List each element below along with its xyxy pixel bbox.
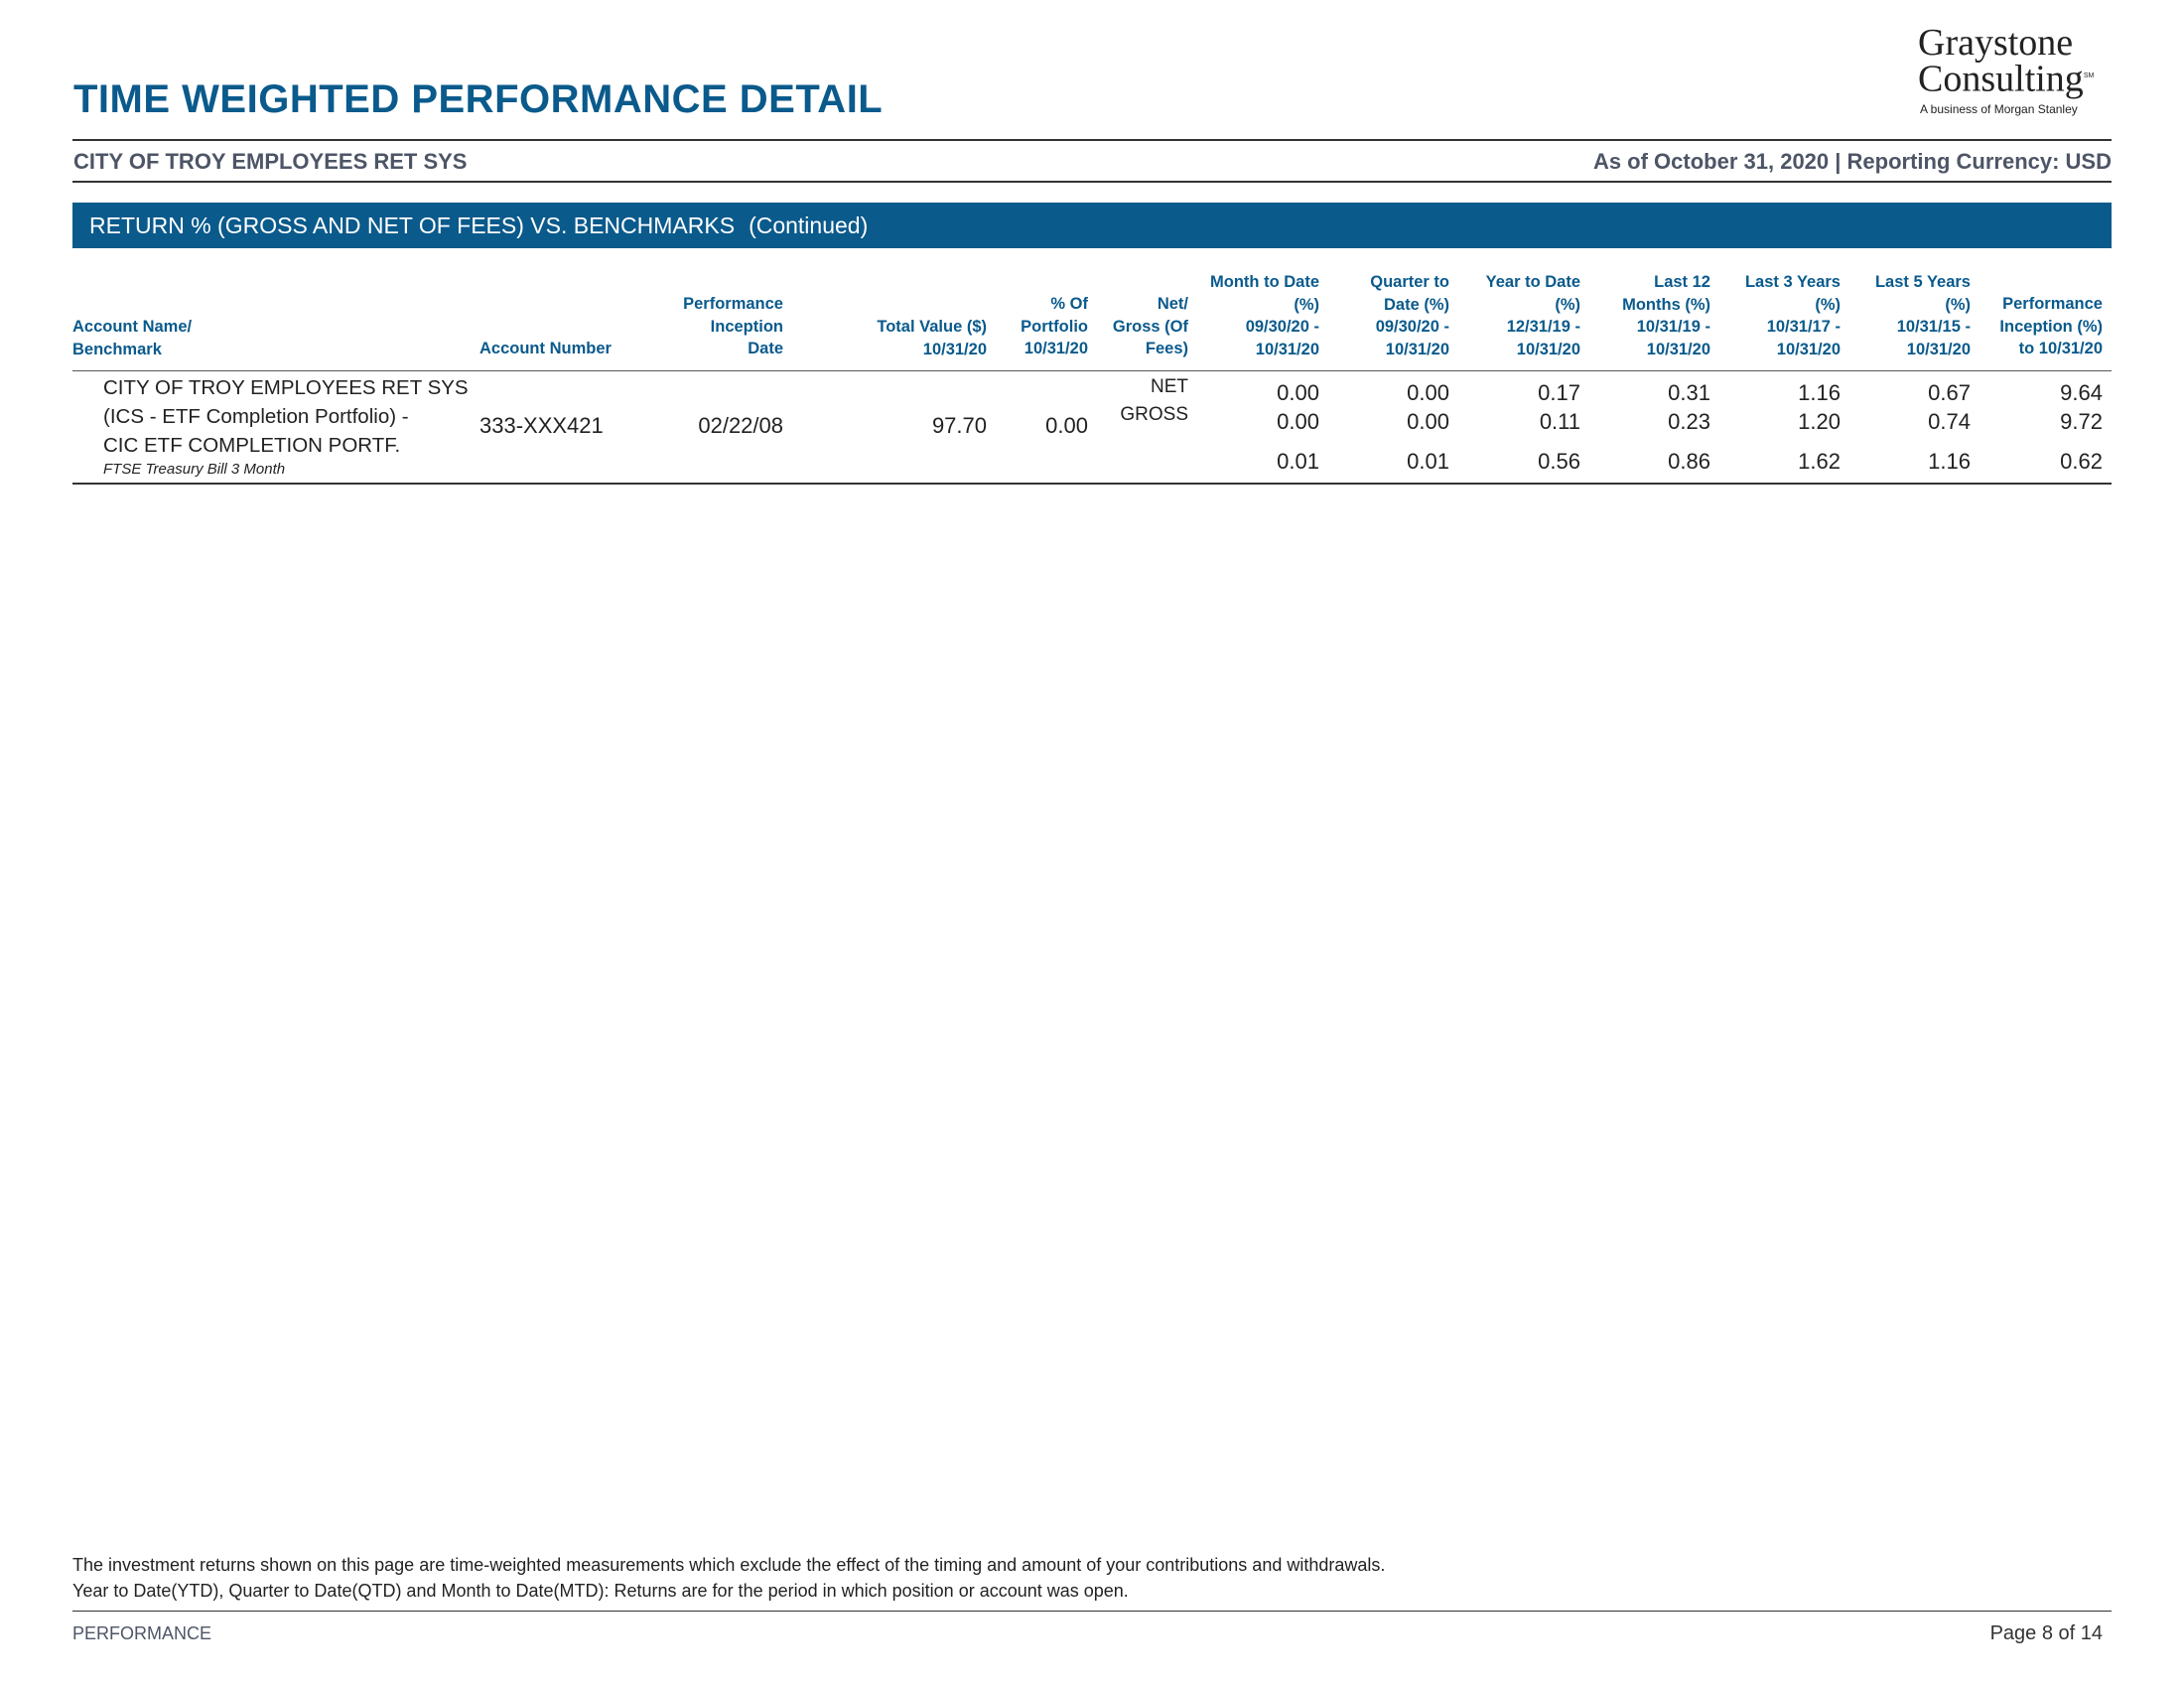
- account-number: 333-XXX421: [479, 413, 604, 438]
- benchmark-qtd: 0.01: [1407, 449, 1449, 474]
- net-l5y: 0.67: [1928, 380, 1971, 405]
- account-total-value: 97.70: [931, 413, 987, 438]
- note-line-1: The investment returns shown on this page are time-weighted measurements which exclude the effect of the timing and amount of your contributions and withdrawals.: [72, 1555, 1386, 1575]
- benchmark-l3y: 1.62: [1798, 449, 1841, 474]
- account-name-line-2: (ICS - ETF Completion Portfolio) -: [103, 405, 409, 428]
- footer-section-label: PERFORMANCE: [72, 1623, 212, 1643]
- net-gross-labels: [1120, 373, 1188, 429]
- benchmark-ytd: 0.56: [1538, 449, 1580, 474]
- benchmark-mtd: 0.01: [1277, 449, 1319, 474]
- account-name: [103, 373, 469, 460]
- net-ytd: 0.17: [1538, 380, 1580, 405]
- gross-l5y: 0.74: [1928, 409, 1971, 434]
- disclosure-notes: [72, 1552, 1385, 1604]
- logo-line-1: Graystone: [1918, 22, 2074, 64]
- col-header-mtd: Month to Date (%) 09/30/20 - 10/31/20: [1210, 273, 1319, 358]
- client-name: CITY OF TROY EMPLOYEES RET SYS: [73, 149, 468, 174]
- page-number: Page 8 of 14: [1989, 1622, 2103, 1644]
- col-header-account-name: Account Name/ Benchmark: [72, 318, 193, 358]
- col-header-net-gross: Net/ Gross (Of Fees): [1112, 295, 1188, 357]
- net-mtd: 0.00: [1277, 380, 1319, 405]
- benchmark-since-inception: 0.62: [2060, 449, 2103, 474]
- net-label: NET: [1151, 376, 1188, 397]
- table-bottom-rule: [72, 483, 2112, 485]
- as-of-date: As of October 31, 2020 | Reporting Currency: USD: [1592, 149, 2112, 174]
- gross-mtd: 0.00: [1277, 409, 1319, 434]
- gross-l3y: 1.20: [1798, 409, 1841, 434]
- header-rule-top: [72, 139, 2112, 141]
- footer-rule: [72, 1611, 2112, 1612]
- col-header-last-5-years: Last 5 Years (%) 10/31/15 - 10/31/20: [1874, 273, 1971, 358]
- section-header-band: [72, 203, 2112, 248]
- account-name-line-1: CITY OF TROY EMPLOYEES RET SYS: [103, 376, 469, 399]
- logo-service-mark: SM: [2083, 72, 2095, 79]
- graystone-logo: [1918, 22, 2105, 116]
- gross-qtd: 0.00: [1407, 409, 1449, 434]
- section-continued: (Continued): [749, 212, 869, 238]
- col-header-account-number: Account Number: [479, 340, 612, 357]
- benchmark-name: FTSE Treasury Bill 3 Month: [103, 461, 286, 478]
- logo-line-2-text: Consulting: [1918, 58, 2084, 100]
- net-l12m: 0.31: [1668, 380, 1710, 405]
- col-header-pct-portfolio: % Of Portfolio 10/31/20: [1021, 295, 1088, 357]
- net-qtd: 0.00: [1407, 380, 1449, 405]
- gross-l12m: 0.23: [1668, 409, 1710, 434]
- col-header-last-12-months: Last 12 Months (%) 10/31/19 - 10/31/20: [1622, 273, 1710, 358]
- col-header-ytd: Year to Date (%) 12/31/19 - 10/31/20: [1485, 273, 1580, 358]
- table-header-rule: [72, 370, 2112, 371]
- account-name-line-3: CIC ETF COMPLETION PORTF.: [103, 434, 401, 457]
- gross-since-inception: 9.72: [2060, 409, 2103, 434]
- col-header-inception-date: Performance Inception Date: [683, 295, 783, 357]
- net-l3y: 1.16: [1798, 380, 1841, 405]
- col-header-total-value: Total Value ($) 10/31/20: [877, 318, 987, 358]
- account-inception-date: 02/22/08: [698, 413, 783, 438]
- benchmark-l12m: 0.86: [1668, 449, 1710, 474]
- benchmark-l5y: 1.16: [1928, 449, 1971, 474]
- logo-line-2: [1918, 58, 2105, 100]
- col-header-last-3-years: Last 3 Years (%) 10/31/17 - 10/31/20: [1744, 273, 1841, 358]
- gross-label: GROSS: [1120, 404, 1188, 425]
- logo-tagline: A business of Morgan Stanley: [1920, 101, 2078, 116]
- page-title: TIME WEIGHTED PERFORMANCE DETAIL: [73, 77, 884, 121]
- col-header-since-inception: Performance Inception (%) to 10/31/20: [1999, 295, 2103, 357]
- net-since-inception: 9.64: [2060, 380, 2103, 405]
- col-header-qtd: Quarter to Date (%) 09/30/20 - 10/31/20: [1370, 273, 1449, 358]
- header-rule-bottom: [72, 181, 2112, 183]
- account-pct-portfolio: 0.00: [1045, 413, 1088, 438]
- note-line-2: Year to Date(YTD), Quarter to Date(QTD) and Month to Date(MTD): Returns are for the period in which position or account was open.: [72, 1581, 1129, 1601]
- section-title: RETURN % (GROSS AND NET OF FEES) VS. BENCHMARKS: [89, 212, 736, 238]
- gross-ytd: 0.11: [1539, 409, 1580, 434]
